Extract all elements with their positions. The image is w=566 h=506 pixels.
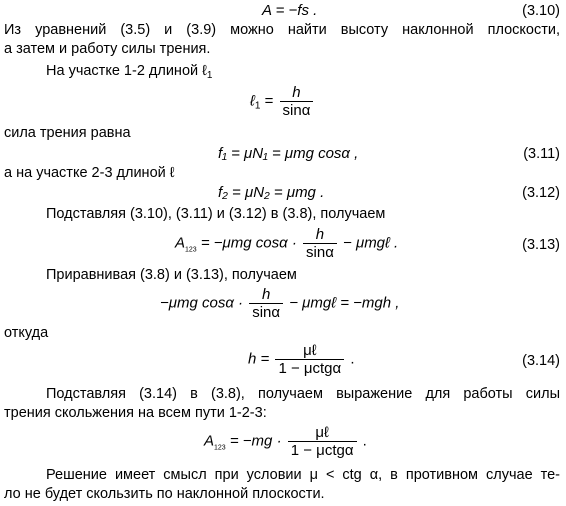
equation-final-work [204,424,367,459]
equation-number-3-11: (3.11) [523,146,560,162]
lhs-symbol: A [204,432,215,450]
paragraph-9-line-1: Решение имеет смысл при условии μ < ctg α, в противном случае те- [46,467,560,483]
fraction [280,84,314,119]
equation-part-1: = −mg · [225,432,286,450]
paragraph-1-line-2: а затем и работу силы трения. [4,41,211,57]
equation-part-2: − μmgℓ . [338,234,399,252]
fraction-numerator: h [292,84,301,101]
equation-part-1: = −μmg cosα · [196,234,302,252]
equation-tail: . [358,432,367,450]
paragraph-8-line-2: трения скольжения на всем пути 1-2-3: [4,405,267,421]
fraction [288,424,357,459]
fraction [249,286,283,321]
fraction-numerator: μℓ [303,342,317,359]
equation-3-14 [248,342,355,377]
equation-3-11 [218,145,358,163]
equation-3-13 [175,226,398,261]
equation-text: f₂ = μN₂ = μmg . [218,184,325,201]
paragraph-2-text: На участке 1-2 длиной ℓ [46,63,207,79]
paragraph-2-subscript: 1 [206,70,213,81]
paragraph-2 [46,62,212,85]
equals-sign: = [260,92,278,110]
fraction-denominator: 1 − μctgα [288,441,357,459]
equation-part-2: − μmgℓ = −mgh , [285,294,400,312]
equation-number-3-13: (3.13) [522,237,560,253]
fraction-numerator: h [261,286,271,303]
equation-text: f₁ = μN₁ = μmg cosα , [218,145,359,162]
paragraph-8-line-1: Подставляя (3.14) в (3.8), получаем выражение для работы силы [46,386,560,402]
lhs-subscript: 123 [185,246,197,254]
equation-text: A = −fs . [262,2,318,19]
fraction [275,342,344,377]
paragraph-4: а на участке 2-3 длиной ℓ [4,165,175,181]
fraction-numerator: μℓ [315,424,329,441]
equation-number-3-10: (3.10) [522,3,560,19]
paragraph-1-line-1: Из уравнений (3.5) и (3.9) можно найти высоту наклонной плоскости, [4,22,560,38]
equation-3-10 [262,2,317,20]
paragraph-9-line-2: ло не будет скользить по наклонной плоскости. [4,486,325,502]
fraction-denominator: 1 − μctgα [275,359,344,377]
fraction-denominator: sinα [249,303,283,321]
equation-tail: . [346,350,355,368]
lhs-symbol: A [175,234,186,252]
lhs-subscript: 1 [254,100,261,112]
paragraph-6: Приравнивая (3.8) и (3.13), получаем [46,267,297,283]
lhs-subscript: 123 [214,444,226,452]
paragraph-3: сила трения равна [4,125,131,141]
paragraph-5: Подставляя (3.10), (3.11) и (3.12) в (3.8), получаем [46,206,386,222]
equation-number-3-12: (3.12) [522,185,560,201]
paragraph-7: откуда [4,325,49,341]
equation-number-3-14: (3.14) [522,353,560,369]
fraction [303,226,337,261]
lhs-symbol: h = [248,350,274,368]
lhs-symbol: ℓ [250,92,255,110]
fraction-numerator: h [315,226,325,243]
equation-l1-definition [250,84,315,119]
equation-3-12 [218,184,324,202]
fraction-denominator: sinα [280,101,314,119]
equation-equated [160,286,399,321]
fraction-denominator: sinα [303,243,337,261]
equation-part-1: −μmg cosα · [160,294,248,312]
